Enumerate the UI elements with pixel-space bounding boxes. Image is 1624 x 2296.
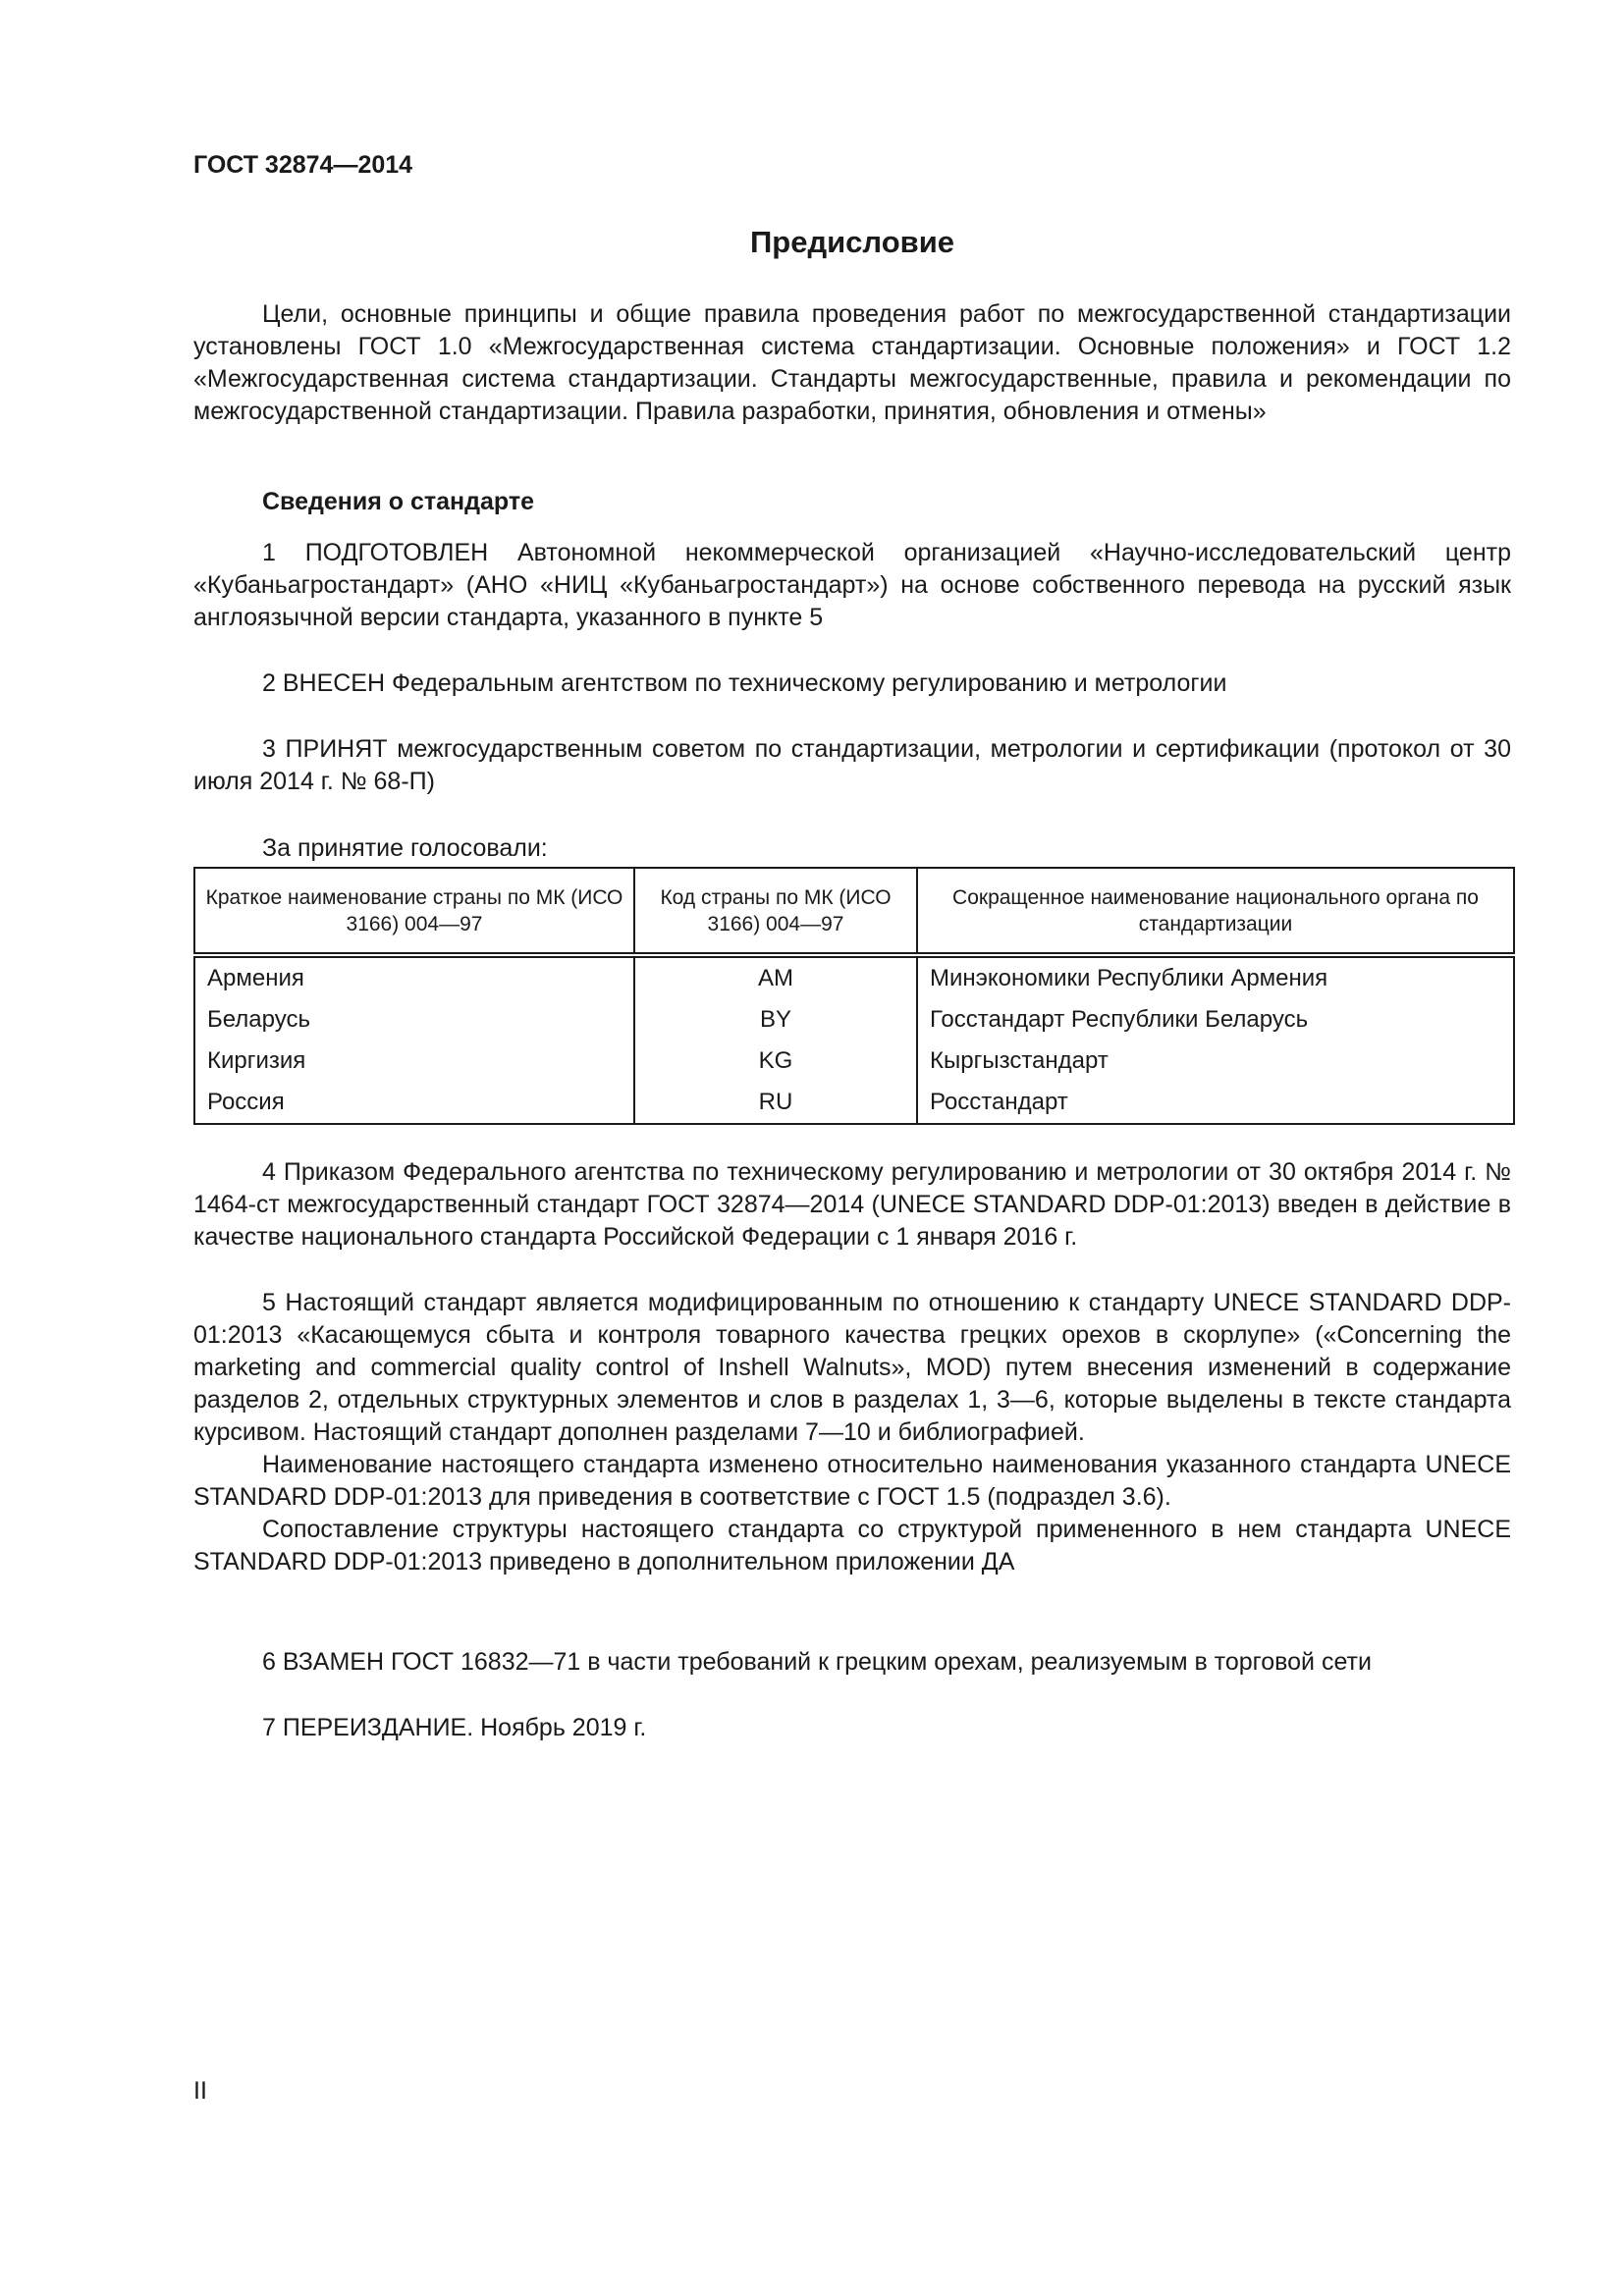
page-number: II bbox=[193, 2077, 207, 2105]
country-code-cell: KG bbox=[634, 1041, 917, 1082]
standards-body-cell: Кыргызстандарт bbox=[917, 1041, 1514, 1082]
header-country-name: Краткое наименование страны по МК (ИСО 3166) 004—97 bbox=[194, 868, 634, 955]
table-row bbox=[194, 955, 1514, 999]
country-name-cell: Киргизия bbox=[194, 1041, 634, 1082]
info-section bbox=[193, 486, 1511, 518]
table-row bbox=[194, 1082, 1514, 1124]
item-1 bbox=[193, 537, 1511, 634]
vote-label: За принятие голосовали: bbox=[262, 834, 548, 862]
item-7-text: 7 ПЕРЕИЗДАНИЕ. Ноябрь 2019 г. bbox=[262, 1714, 647, 1741]
item-5-note-structure: Сопоставление структуры настоящего стандарта со структурой примененного в нем стандарта UNECE STANDARD DDP-01:2013 приведено в дополнительном приложении ДА bbox=[193, 1516, 1511, 1575]
voting-countries-table bbox=[193, 867, 1515, 1125]
vote-label-block bbox=[193, 832, 1511, 865]
item-4 bbox=[193, 1156, 1511, 1254]
standards-body-cell: Госстандарт Республики Беларусь bbox=[917, 999, 1514, 1041]
item-2-text: 2 ВНЕСЕН Федеральным агентством по техническому регулированию и метрологии bbox=[262, 669, 1227, 697]
item-7 bbox=[193, 1712, 1511, 1744]
item-5 bbox=[193, 1287, 1511, 1578]
header-country-code: Код страны по МК (ИСО 3166) 004—97 bbox=[634, 868, 917, 955]
table-header-row bbox=[194, 868, 1514, 955]
item-2 bbox=[193, 667, 1511, 700]
intro-paragraph: Цели, основные принципы и общие правила проведения работ по межгосударственной стандартизации установлены ГОСТ 1.0 «Межгосударственная система стандартизации. Основные положения» и ГОСТ 1.2 «Межгосударственная система стандартизации. Стандарты межгосударственные, правила и рекомендации по межгосударственной стандартизации. Правила разработки, принятия, обновления и отмены» bbox=[193, 300, 1511, 425]
country-name-cell: Армения bbox=[194, 955, 634, 999]
country-name-cell: Беларусь bbox=[194, 999, 634, 1041]
item-6 bbox=[193, 1646, 1511, 1679]
standards-body-cell: Росстандарт bbox=[917, 1082, 1514, 1124]
country-code-cell: BY bbox=[634, 999, 917, 1041]
table-row bbox=[194, 1041, 1514, 1082]
item-6-text: 6 ВЗАМЕН ГОСТ 16832—71 в части требований к грецким орехам, реализуемым в торговой сети bbox=[262, 1648, 1372, 1676]
item-3-text: 3 ПРИНЯТ межгосударственным советом по стандартизации, метрологии и сертификации (протокол от 30 июля 2014 г. № 68-П) bbox=[193, 735, 1511, 795]
item-4-text: 4 Приказом Федерального агентства по техническому регулированию и метрологии от 30 октября 2014 г. № 1464-ст межгосударственный стандарт ГОСТ 32874—2014 (UNECE STANDARD DDP-01:2013) введен в действие в качестве национального стандарта Российской Федерации с 1 января 2016 г. bbox=[193, 1158, 1511, 1251]
item-5-text: 5 Настоящий стандарт является модифицированным по отношению к стандарту UNECE STANDARD DDP-01:2013 «Касающемуся сбыта и контроля товарного качества грецких орехов в скорлупе» («Concerning the marketing and commercial quality control of Inshell Walnuts», MOD) путем внесения изменений в содержание разделов 2, отдельных структурных элементов и слов в разделах 1, 3—6, которые выделены в тексте стандарта курсивом. Настоящий стандарт дополнен разделами 7—10 и библиографией. bbox=[193, 1289, 1511, 1446]
item-5-note-title: Наименование настоящего стандарта изменено относительно наименования указанного стандарта UNECE STANDARD DDP-01:2013 для приведения в соответствие с ГОСТ 1.5 (подраздел 3.6). bbox=[193, 1451, 1511, 1511]
table-row bbox=[194, 999, 1514, 1041]
country-code-cell: AM bbox=[634, 955, 917, 999]
country-name-cell: Россия bbox=[194, 1082, 634, 1124]
info-heading: Сведения о стандарте bbox=[262, 488, 535, 515]
header-standards-body: Сокращенное наименование национального органа по стандартизации bbox=[917, 868, 1514, 955]
item-1-text: 1 ПОДГОТОВЛЕН Автономной некоммерческой организацией «Научно-исследовательский центр «Кубаньагростандарт» (АНО «НИЦ «Кубаньагростандарт») на основе собственного перевода на русский язык англоязычной версии стандарта, указанного в пункте 5 bbox=[193, 539, 1511, 631]
item-3 bbox=[193, 733, 1511, 798]
page-title: Предисловие bbox=[749, 225, 954, 259]
intro-section bbox=[193, 298, 1511, 428]
document-code: ГОСТ 32874—2014 bbox=[193, 151, 413, 179]
standards-body-cell: Минэкономики Республики Армения bbox=[917, 955, 1514, 999]
country-code-cell: RU bbox=[634, 1082, 917, 1124]
